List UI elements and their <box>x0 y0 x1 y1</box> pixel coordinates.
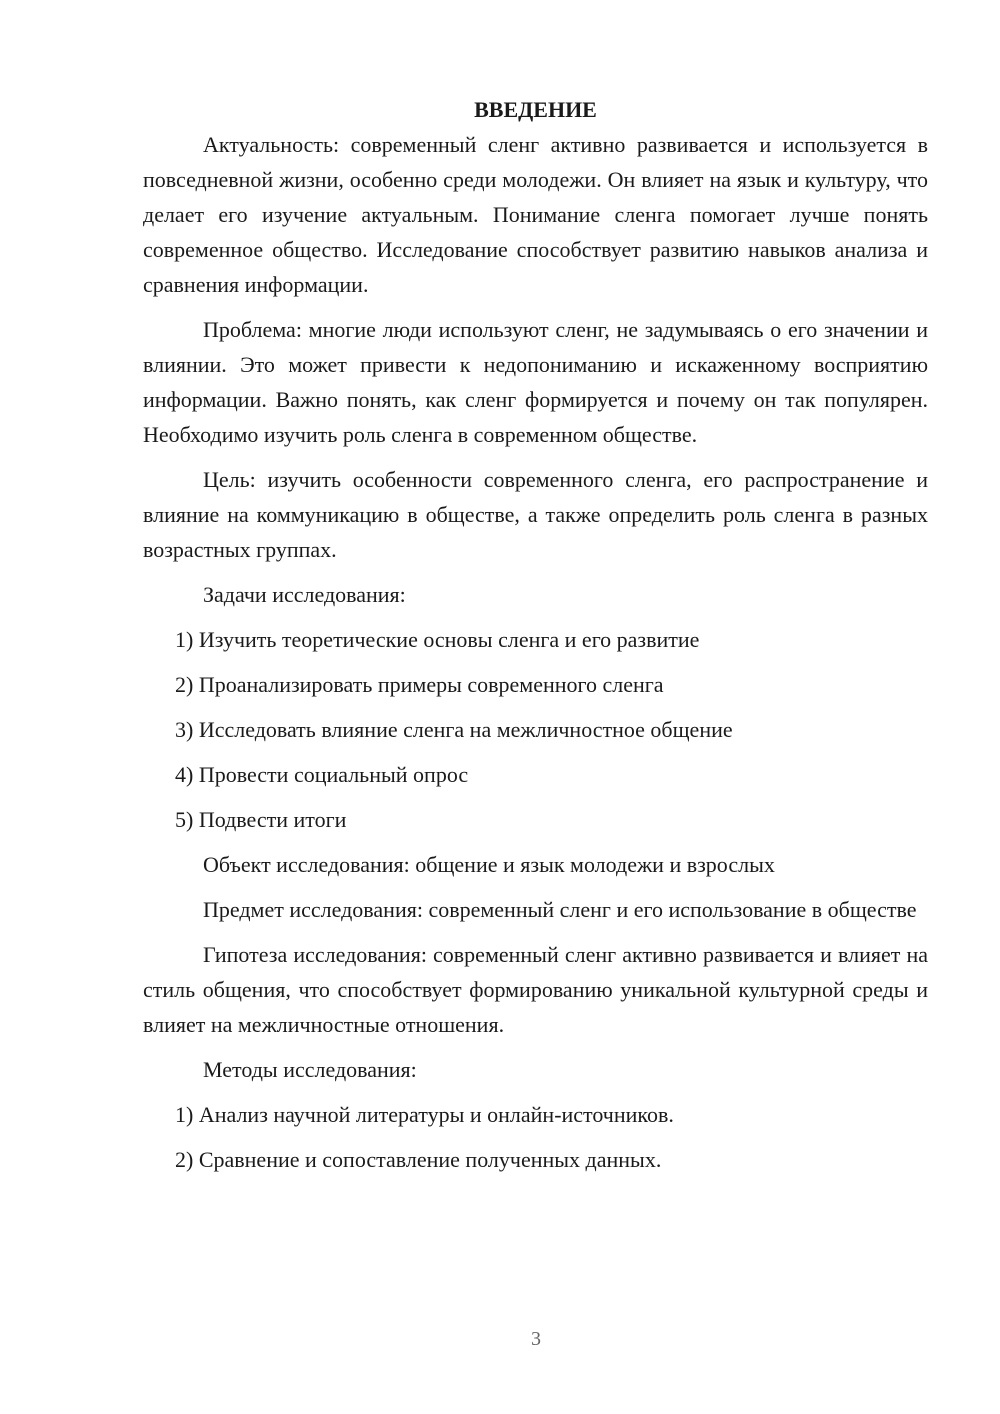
task-item: 2) Проанализировать примеры современного сленга <box>175 672 664 697</box>
paragraph-subject: Предмет исследования: современный сленг и его использование в обществе <box>203 897 917 922</box>
document-page <box>143 92 928 1187</box>
paragraph-object: Объект исследования: общение и язык молодежи и взрослых <box>203 852 775 877</box>
paragraph-goal: Цель: изучить особенности современного сленга, его распространение и влияние на коммуникацию в обществе, а также определить роль сленга в разных возрастных группах. <box>143 467 928 562</box>
page-number: 3 <box>531 1328 541 1350</box>
task-item: 4) Провести социальный опрос <box>175 762 469 787</box>
method-item: 1) Анализ научной литературы и онлайн-источников. <box>175 1102 674 1127</box>
task-item: 3) Исследовать влияние сленга на межличностное общение <box>175 717 733 742</box>
paragraph-relevance: Актуальность: современный сленг активно развивается и используется в повседневной жизни, особенно среди молодежи. Он влияет на язык и культуру, что делает его изучение актуальным. Понимание сленга помогает лучше понять современное общество. Исследование способствует развитию навыков анализа и сравнения информации. <box>143 132 928 297</box>
section-title: ВВЕДЕНИЕ <box>474 97 597 122</box>
tasks-heading: Задачи исследования: <box>203 582 406 607</box>
methods-heading: Методы исследования: <box>203 1057 417 1082</box>
paragraph-hypothesis: Гипотеза исследования: современный сленг активно развивается и влияет на стиль общения, что способствует формированию уникальной культурной среды и влияет на межличностные отношения. <box>143 942 928 1037</box>
task-item: 5) Подвести итоги <box>175 807 347 832</box>
task-item: 1) Изучить теоретические основы сленга и его развитие <box>175 627 700 652</box>
paragraph-problem: Проблема: многие люди используют сленг, не задумываясь о его значении и влиянии. Это может привести к недопониманию и искаженному восприятию информации. Важно понять, как сленг формируется и почему он так популярен. Необходимо изучить роль сленга в современном обществе. <box>143 317 928 447</box>
method-item: 2) Сравнение и сопоставление полученных данных. <box>175 1147 662 1172</box>
